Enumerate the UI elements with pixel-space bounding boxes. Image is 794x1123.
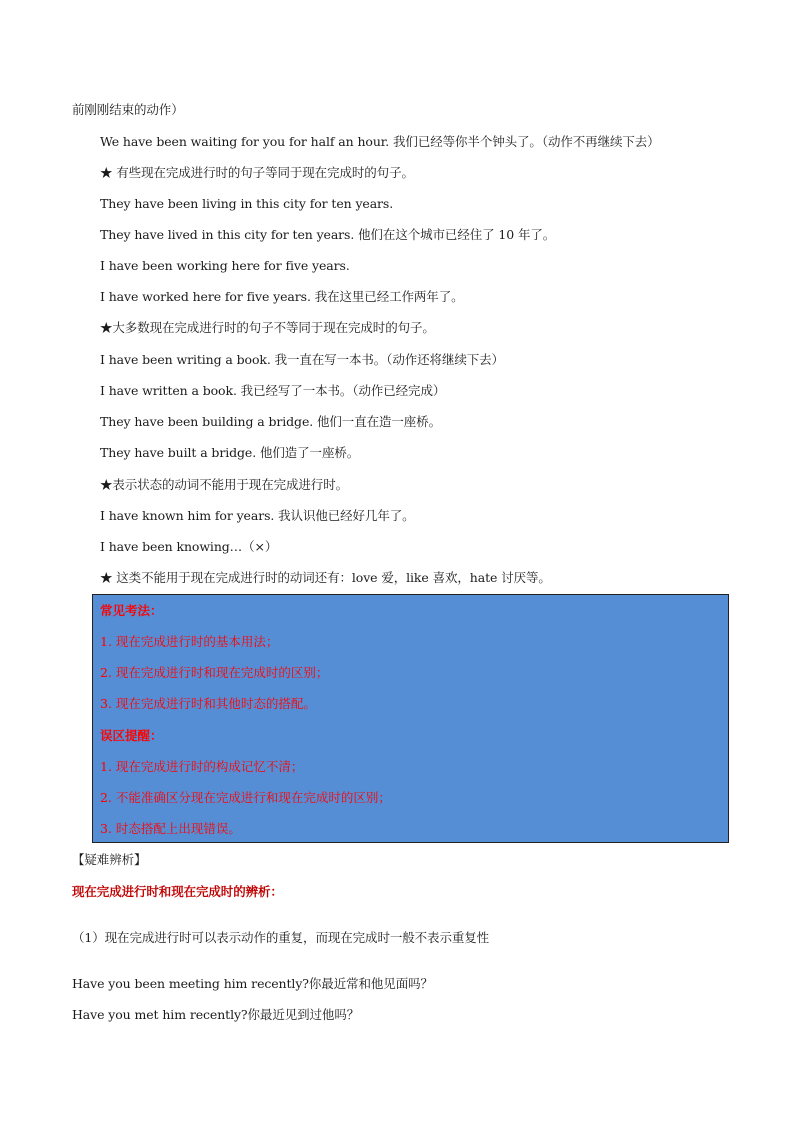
box-heading-common: 常见考法：	[100, 603, 163, 618]
note-line: ★ 有些现在完成进行时的句子等同于现在完成时的句子。	[100, 165, 414, 180]
box-item: 1. 现在完成进行时的基本用法；	[100, 634, 279, 649]
tips-box	[92, 594, 729, 843]
example-line: I have written a book. 我已经写了一本书。（动作已经完成）	[100, 383, 446, 398]
example-line: I have been working here for five years.	[100, 258, 350, 273]
box-item: 2. 不能准确区分现在完成进行和现在完成时的区别；	[100, 790, 391, 805]
note-line: ★ 这类不能用于现在完成进行时的动词还有：love 爱，like 喜欢，hate 讨厌等。	[100, 570, 551, 585]
example-line: I have been knowing…（×）	[100, 539, 278, 554]
intro-tail: 前刚刚结束的动作）	[72, 102, 184, 117]
example-line: I have been writing a book. 我一直在写一本书。（动作还将继续下去）	[100, 352, 504, 367]
note-line: ★大多数现在完成进行时的句子不等同于现在完成时的句子。	[100, 320, 435, 335]
box-item: 3. 现在完成进行时和其他时态的搭配。	[100, 696, 316, 711]
box-heading-pitfalls: 误区提醒：	[100, 728, 163, 743]
example-line: They have lived in this city for ten years. 他们在这个城市已经住了 10 年了。	[100, 227, 556, 242]
box-item: 1. 现在完成进行时的构成记忆不清；	[100, 759, 304, 774]
example-line: Have you met him recently?你最近见到过他吗？	[72, 1007, 360, 1022]
point-line: （1）现在完成进行时可以表示动作的重复，而现在完成时一般不表示重复性	[72, 930, 490, 945]
box-item: 3. 时态搭配上出现错误。	[100, 821, 241, 836]
box-item: 2. 现在完成进行时和现在完成时的区别；	[100, 665, 329, 680]
section-subtitle: 现在完成进行时和现在完成时的辨析：	[72, 884, 283, 899]
example-line: Have you been meeting him recently?你最近常和他见面吗？	[72, 976, 433, 991]
example-line: They have been living in this city for ten years.	[100, 196, 394, 211]
section-title: 【疑难辨析】	[72, 852, 147, 867]
example-line: We have been waiting for you for half an hour. 我们已经等你半个钟头了。（动作不再继续下去）	[100, 134, 660, 149]
example-line: They have been building a bridge. 他们一直在造一座桥。	[100, 414, 441, 429]
example-line: I have known him for years. 我认识他已经好几年了。	[100, 508, 415, 523]
example-line: I have worked here for five years. 我在这里已经工作两年了。	[100, 289, 464, 304]
note-line: ★表示状态的动词不能用于现在完成进行时。	[100, 477, 349, 492]
example-line: They have built a bridge. 他们造了一座桥。	[100, 445, 360, 460]
